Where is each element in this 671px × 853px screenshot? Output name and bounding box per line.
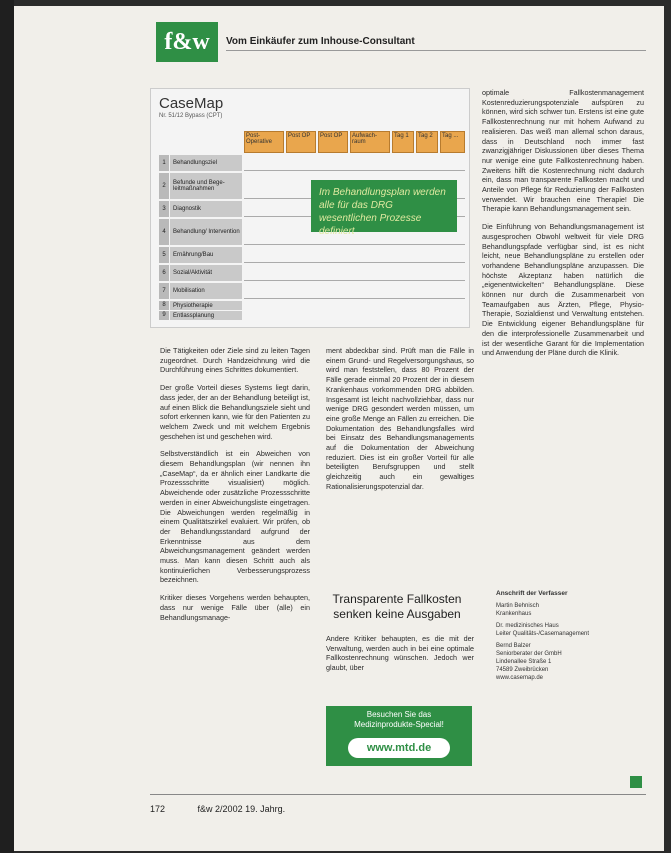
paragraph: Der große Vorteil dieses Systems liegt darin, dass jeder, der an der Behandlung beteiligt ist, auf einen Blick die Behandlungsziele sieht und sofort erkennen kann, wie für den Patienten zu welchem Zweck und mit welchem Ergebnis geschehen ist und geschehen wird. xyxy=(160,383,310,441)
row-label: Physiotherapie xyxy=(170,301,242,310)
row-number: 7 xyxy=(159,283,169,299)
row-label: Befunde und Bege-leitmaßnahmen xyxy=(170,173,242,199)
row-number: 9 xyxy=(159,311,169,320)
mtd-advertisement[interactable] xyxy=(326,706,472,766)
page-footer xyxy=(150,804,285,814)
right-column-upper xyxy=(482,88,644,366)
row-label: Diagnostik xyxy=(170,201,242,217)
row-number: 1 xyxy=(159,155,169,171)
grid-row xyxy=(159,265,465,281)
author-block: Martin Behnisch Krankenhaus xyxy=(496,603,540,617)
row-label: Ernährung/Bau xyxy=(170,247,242,263)
paragraph: Die Tätigkeiten oder Ziele sind zu leiten Tagen zugeordnet. Durch Handzeichnung wird die Durchführung eines Schrittes dokumentiert. xyxy=(160,346,310,375)
row-number: 6 xyxy=(159,265,169,281)
article-header-title: Vom Einkäufer zum Inhouse-Consultant xyxy=(226,36,415,47)
grid-row xyxy=(159,311,465,320)
paragraph: Kritiker dieses Vorgehens werden behaupten, dass nur wenige Fälle über (alle) ein Behandlungsmanage- xyxy=(160,593,310,622)
casemap-title: CaseMap xyxy=(159,95,224,112)
authors-title: Anschrift der Verfasser xyxy=(496,590,568,597)
section-heading: Transparente Fallkosten senken keine Ausgaben xyxy=(332,592,462,621)
end-mark xyxy=(630,776,642,788)
grid-header: Tag ... xyxy=(440,131,465,153)
paragraph: Die Einführung von Behandlungsmanagement ist ausgesprochen Obwohl weltweit für viele DRG Behandlungspfade verfügbar sind, ist es nicht leicht, neue Behandlungspläne zu erstellen oder vorhandene Behandlungspläne anzupassen. Die höchste Akzeptanz haben natürlich die „eigenentwickelten“ Behandlungspläne. Diese können nur durch die Zusammenarbeit von Teamaufgaben aus Ärzten, Pflege, Physio-Therapie, Sozialdienst und Verwaltung entstehen. Die Entwicklung eigener Behandlungspläne für den die interprofessionelle Zusammenarbeit und ist der wesentliche Garant für die Implementation und Anwendung der Pläne durch die Klinik. xyxy=(482,222,644,358)
paragraph: ment abdeckbar sind. Prüft man die Fälle in einem Grund- und Regelversorgungshaus, so wird man feststellen, dass 80 Prozent der Fälle gerade einmal 20 Prozent der in diesem Krankenhaus vorkommenden DRG abbilden. Insgesamt ist leicht nachvollziehbar, dass nur wenige DRG gesondert werden müssen, um eine große Menge an Fällen zu erreichen. Die Dokumentation des Behandlungsfalles wird bei Einsatz des Behandlungsmanagements auf die Dokumentation der Abweichung reduziert. Dies ist ein großer Vorteil für alle beteiligten Berufsgruppen und stellt gleichzeitig auch ein gewaltiges Rationalisierungspotenzial dar. xyxy=(326,346,474,491)
row-number: 5 xyxy=(159,247,169,263)
row-rule xyxy=(244,262,465,263)
row-label: Behandlung/ Intervention xyxy=(170,219,242,245)
grid-row xyxy=(159,301,465,310)
grid-header: Tag 2 xyxy=(416,131,438,153)
row-rule xyxy=(244,244,465,245)
page-number: 172 xyxy=(150,804,166,814)
ad-url-link[interactable]: www.mtd.de xyxy=(348,738,450,758)
middle-column-lower xyxy=(326,634,474,681)
grid-header: Post OP xyxy=(318,131,348,153)
grid-row xyxy=(159,247,465,263)
ad-text: Besuchen Sie das Medizinprodukte-Special! xyxy=(354,710,444,729)
paragraph: optimale Fallkostenmanagement Kostenreduzierungspotenziale aufspüren zu können, wird sich schwer tun. Erstens ist eine gute Fallkostenrechnung nur mit hohem Aufwand zu realisieren. Das weiß man allemal schon daraus, dass in Deutschland noch immer fast zwanzigjähriger Diskussionen über dieses Thema nur wenige eine gute Fallkostenrechnung haben. Zweitens hilft die Kostenrechnung nicht dadurch ein, dass man transparente Fallkosten macht und Anteile von Pflege für Reduzierung der Fallkosten verwendet. Wir brauchen eine Therapie! Die Therapie kann Behandlungsmanagement sein. xyxy=(482,88,644,214)
row-label: Sozial/Aktivität xyxy=(170,265,242,281)
grid-header: Post-Operative xyxy=(244,131,284,153)
issue-label: f&w 2/2002 19. Jahrg. xyxy=(197,804,286,814)
author-block: Dr. medizinisches Haus Leiter Qualitäts-/Casemanagement xyxy=(496,623,590,637)
grid-row xyxy=(159,283,465,299)
grid-header: Post OP xyxy=(286,131,316,153)
row-number: 2 xyxy=(159,173,169,199)
left-column xyxy=(160,346,310,630)
row-rule xyxy=(244,170,465,171)
middle-column xyxy=(326,346,474,500)
header-rule xyxy=(226,50,646,51)
paragraph: Andere Kritiker behaupten, es die mit der Verwaltung, werden auch in bei eine optimale Fallkostenrechnung wünschen. Jedoch wer glaubt, über xyxy=(326,634,474,673)
author-block: Bernd Balzer Seniorberater der GmbH Lindenallee Straße 1 74589 Zweibrücken www.casemap.de xyxy=(496,643,562,681)
row-label: Entlassplanung xyxy=(170,311,242,320)
row-number: 3 xyxy=(159,201,169,217)
row-rule xyxy=(244,298,465,299)
row-number: 8 xyxy=(159,301,169,310)
page-edge-shadow xyxy=(0,0,14,853)
grid-header: Aufwach-raum xyxy=(350,131,390,153)
magazine-logo: f&w xyxy=(156,22,218,62)
row-number: 4 xyxy=(159,219,169,245)
paragraph: Selbstverständlich ist ein Abweichen von diesem Behandlungsplan (wir nennen ihn „CaseMap“, da er ähnlich einer Landkarte die Prozessschritte visualisiert) möglich. Abweichende oder zusätzliche Prozessschritte werden in einer Abweichungsliste eingetragen. Die Abweichungen werden regelmäßig in einem Qualitätszirkel evaluiert. Wir prüfen, ob der Behandlungsstandard aufgrund der Erkenntnisse aus dem Abweichungsmanagement geändert werden muss. Man kann diesen Schritt auch als kontinuierlichen Verbesserungsprozess bezeichnen. xyxy=(160,449,310,585)
author-addresses xyxy=(496,590,646,686)
row-label: Mobilisation xyxy=(170,283,242,299)
casemap-subtitle: Nr. 51/12 Bypass (CPT) xyxy=(159,113,223,119)
row-label: Behandlungsziel xyxy=(170,155,242,171)
casemap-callout: Im Behandlungsplan werden alle für das DRG wesentlichen Prozesse definiert xyxy=(311,180,457,232)
grid-header: Tag 1 xyxy=(392,131,414,153)
grid-row xyxy=(159,155,465,171)
footer-rule xyxy=(150,794,646,795)
row-rule xyxy=(244,280,465,281)
